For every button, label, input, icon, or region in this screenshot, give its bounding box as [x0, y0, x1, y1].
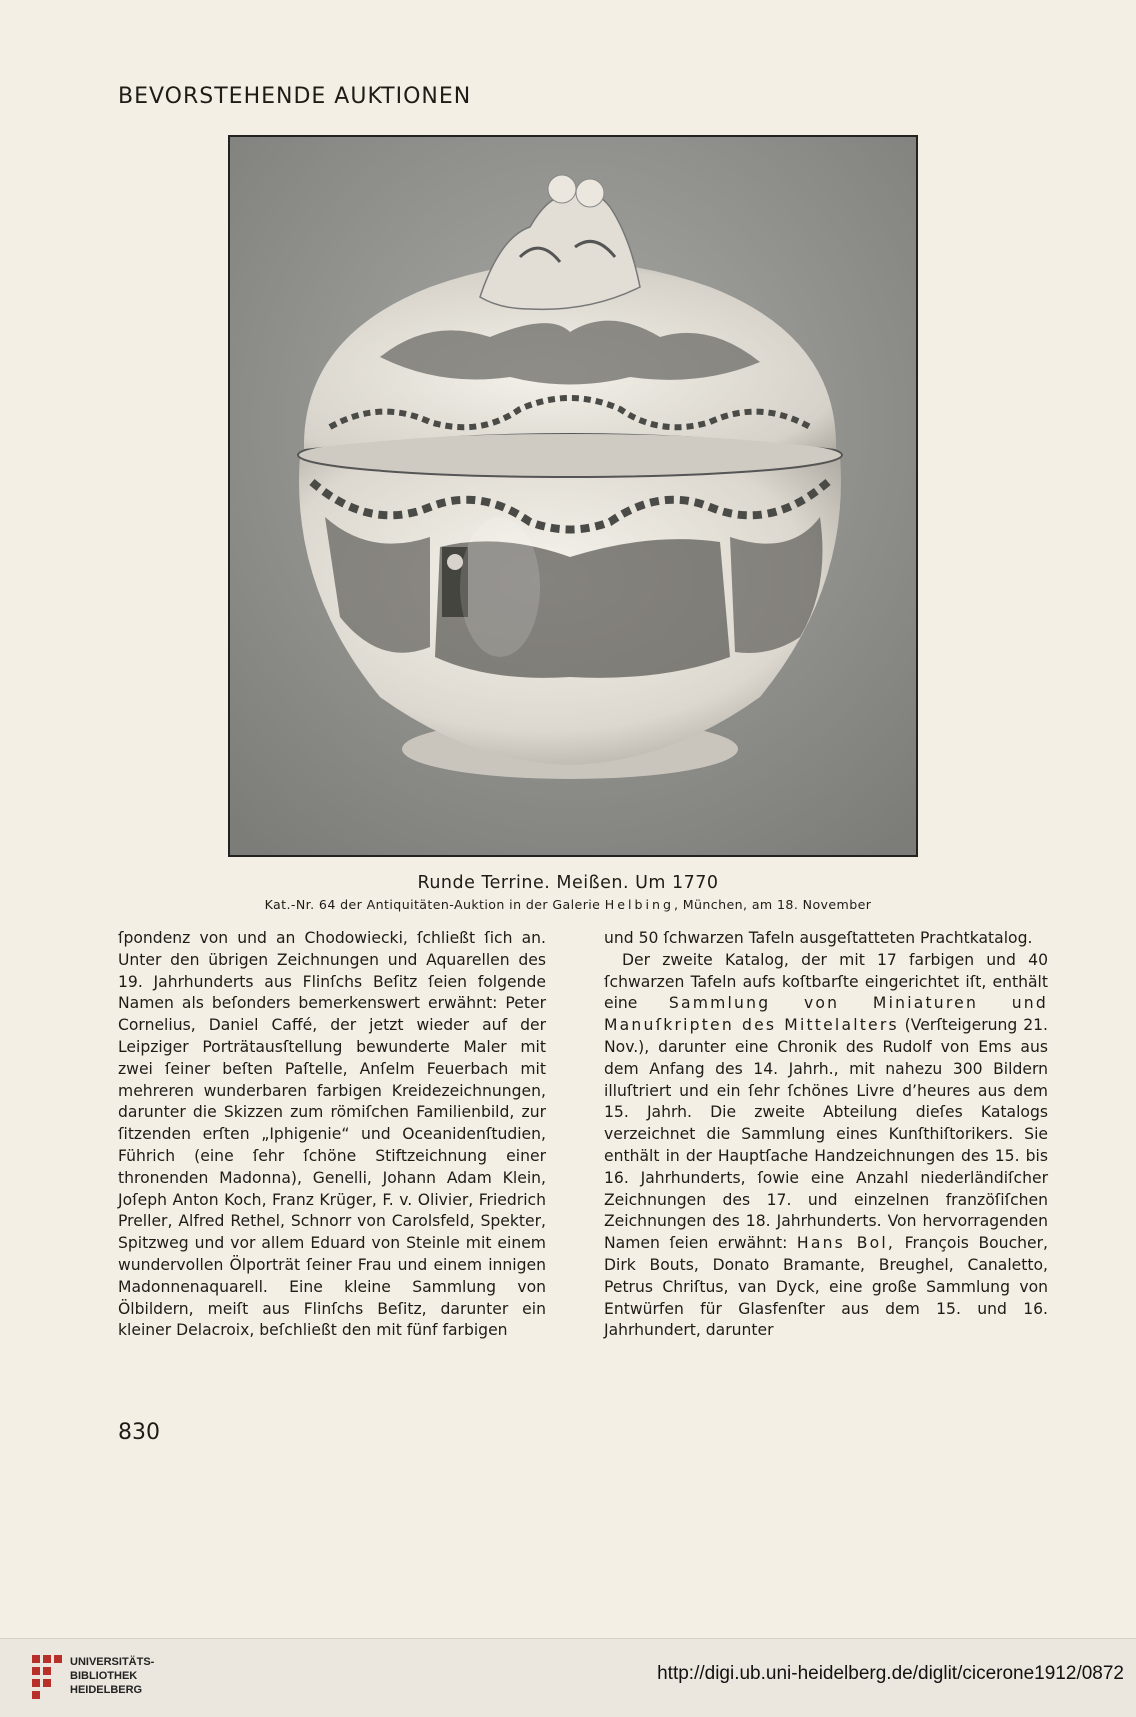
- library-name: [70, 1655, 154, 1697]
- right-p2-part-c: François Boucher, Dirk Bouts, Donato Bramante, Breughel, Canaletto, Petrus Chriſtus, van Dyck, eine große Sammlung von Entwürfen für Glasfenſter aus dem 15. und 16. Jahrhundert, darunter: [604, 1234, 1048, 1340]
- caption-sub-post: , München, am 18. November: [673, 897, 872, 912]
- knop-head-left: [548, 175, 576, 203]
- right-p2-part-b: (Verſteigerung 21. Nov.), darunter eine Chronik des Rudolf von Ems aus dem Anfang des 14. Jahrh., mit nahezu 300 Bildern illuſtriert und ein ſehr ſchönes Livre d’heures aus dem 15. Jahrh. Die zweite Abteilung dieſes Katalogs verzeichnet die Sammlung eines Kunſthiſtorikers. Sie enthält in der Hauptſache Handzeichnungen des 15. bis 16. Jahrhunderts, ſowie eine Anzahl niederländiſcher Zeichnungen des 17. und einzelnen franzöſiſchen Zeichnungen des 18. Jahrhunderts. Von hervorragenden Namen ſeien erwähnt:: [604, 1016, 1048, 1253]
- plate-caption-title: Runde Terrine. Meißen. Um 1770: [417, 873, 719, 893]
- clock-face: [447, 554, 463, 570]
- plate-photograph: [228, 135, 918, 857]
- right-paragraph-2: [604, 950, 1048, 1342]
- left-paragraph: ſpondenz von und an Chodowiecki, ſchließt ſich an. Unter den übrigen Zeichnungen und Aquarellen des 19. Jahrhunderts aus Flinſchs Beſitz ſeien folgende Namen als beſonders bemerkenswert erwähnt: Peter Cornelius, Daniel Caffé, der jetzt wieder auf der Leipziger Porträtausſtellung bewunderte Maler mit zwei ſeiner beſten Paſtelle, Anſelm Feuerbach mit mehreren wunderbaren farbigen Kreidezeichnungen, darunter die Skizzen zum römiſchen Familienbild, zur ſitzenden erſten „Iphigenie“ und Oceanidenſtudien, Führich (eine ſehr ſchöne Stiftzeichnung einer thronenden Madonna), Genelli, Johann Adam Klein, Joſeph Anton Koch, Franz Krüger, F. v. Olivier, Friedrich Preller, Alfred Rethel, Schnorr von Carolsfeld, Spekter, Spitzweg und vor allem Eduard von Steinle mit einem wundervollen Ölporträt ſeiner Frau und einem innigen Madonnenaquarell. Eine kleine Sammlung von Ölbildern, meiſt aus Flinſchs Beſitz, darunter ein kleiner Delacroix, beſchließt den mit fünf farbigen: [118, 929, 546, 1340]
- left-text-column: [118, 928, 546, 1342]
- right-paragraph-1: und 50 ſchwarzen Tafeln ausgeſtatteten Prachtkatalog.: [604, 929, 1033, 947]
- knop-head-right: [576, 179, 604, 207]
- plate-caption-subtitle: [0, 897, 1136, 912]
- tureen-illustration: [230, 137, 916, 855]
- right-text-column: [604, 928, 1048, 1342]
- university-library-logo-icon: [30, 1651, 64, 1703]
- running-head: BEVORSTEHENDE AUKTIONEN: [118, 84, 472, 109]
- right-p2-part-a: Der zweite Katalog, der mit 17 farbigen und 40 ſchwarzen Tafeln aufs koſtbarſte eingerichtet iſt, enthält eine: [604, 950, 1048, 1013]
- library-name-line-1: UNIVERSITÄTS-: [70, 1656, 155, 1668]
- caption-gallery-name: Helbing: [604, 897, 674, 912]
- page-number: 830: [118, 1420, 160, 1445]
- right-p2-name-hans-bol: Hans Bol,: [796, 1234, 896, 1253]
- caption-sub-pre: Kat.-Nr. 64 der Antiquitäten-Auktion in der Galerie: [264, 897, 601, 912]
- library-name-line-3: HEIDELBERG: [70, 1684, 143, 1696]
- right-p2-collection-title: Sammlung von Miniaturen und Manuſkripten des Mittelalters: [604, 994, 1048, 1035]
- bowl-highlight: [460, 517, 540, 657]
- library-footer: [0, 1638, 1136, 1717]
- library-name-line-2: BIBLIOTHEK: [70, 1670, 138, 1682]
- permalink-url[interactable]: http://digi.ub.uni-heidelberg.de/diglit/cicerone1912/0872: [657, 1663, 1124, 1684]
